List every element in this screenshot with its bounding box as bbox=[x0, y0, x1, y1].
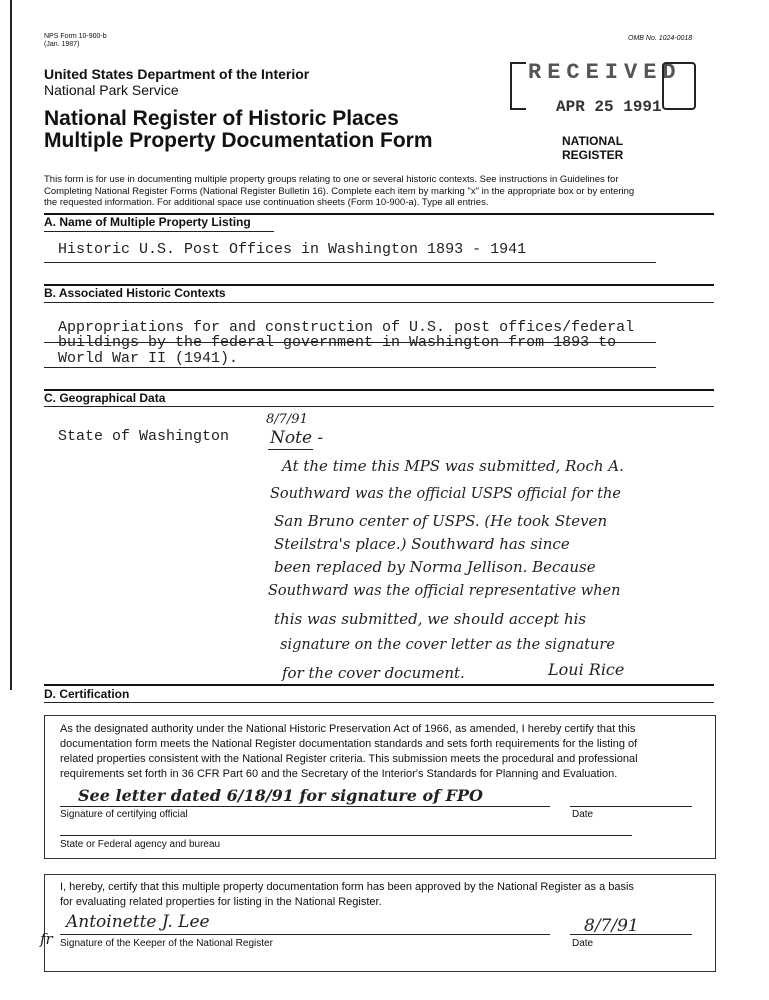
form-date: (Jan. 1987) bbox=[44, 41, 80, 48]
date-line bbox=[570, 806, 692, 807]
section-a-field-line bbox=[44, 262, 656, 263]
property-listing-name: Historic U.S. Post Offices in Washington 1893 - 1941 bbox=[58, 241, 527, 258]
certification-line-1: As the designated authority under the National Historic Preservation Act of 1966, as amended, I hereby certify that this bbox=[60, 723, 636, 735]
instructions-line-1: This form is for use in documenting multiple property groups relating to one or several historic contexts. See instructions in Guidelines for bbox=[44, 174, 619, 185]
geographical-data-value: State of Washington bbox=[58, 428, 230, 445]
note-line-5: been replaced by Norma Jellison. Because bbox=[274, 558, 596, 576]
certifying-official-signature: See letter dated 6/18/91 for signature of FPO bbox=[78, 786, 483, 805]
approval-line-2: for evaluating related properties for listing in the National Register. bbox=[60, 896, 382, 908]
section-b-field-line-2 bbox=[44, 367, 656, 368]
stamp-national: NATIONAL bbox=[562, 134, 624, 148]
section-d-rule bbox=[44, 684, 714, 686]
agency-line bbox=[60, 835, 632, 836]
certification-line-2: documentation form meets the National Register documentation standards and sets forth requirements for the listing of bbox=[60, 738, 638, 750]
certification-line-3: related properties consistent with the National Register criteria. This submission meets the procedural and professional bbox=[60, 753, 638, 765]
note-line-6: Southward was the official representative when bbox=[268, 583, 621, 599]
note-initials: Loui Rice bbox=[548, 660, 625, 679]
note-line-9: for the cover document. bbox=[282, 664, 465, 682]
instructions-line-2: Completing National Register Forms (National Register Bulletin 16). Complete each item by marking "x" in the appropriate box or by entering bbox=[44, 185, 635, 197]
omb-number: OMB No. 1024-0018 bbox=[628, 35, 693, 42]
section-c-heading: C. Geographical Data bbox=[44, 391, 166, 405]
stamp-received-text: RECEIVED bbox=[528, 60, 682, 85]
note-line-3: San Bruno center of USPS. (He took Steven bbox=[274, 512, 608, 530]
approval-text bbox=[60, 880, 710, 910]
form-number: NPS Form 10-900-b bbox=[44, 33, 107, 40]
stamp-register: REGISTER bbox=[562, 148, 624, 162]
keeper-signature-line bbox=[60, 934, 550, 935]
historic-context-line-1: Appropriations for and construction of U.S. post offices/federal bbox=[58, 319, 635, 336]
historic-context-line-3: World War II (1941). bbox=[58, 350, 239, 367]
department-name: United States Department of the Interior bbox=[44, 66, 310, 82]
certification-line-4: requirements set forth in 36 CFR Part 60 and the Secretary of the Interior's Standards for Planning and Evaluation. bbox=[60, 768, 618, 780]
note-line-4: Steilstra's place.) Southward has since bbox=[274, 535, 570, 553]
signature-label: Signature of certifying official bbox=[60, 809, 188, 820]
section-b-heading: B. Associated Historic Contexts bbox=[44, 286, 226, 300]
scan-edge bbox=[10, 0, 12, 690]
agency-label: State or Federal agency and bureau bbox=[60, 839, 221, 850]
stamp-bracket-left bbox=[510, 62, 526, 110]
stamp-d-box bbox=[662, 62, 696, 110]
section-d-heading: D. Certification bbox=[44, 687, 130, 701]
note-date: 8/7/91 bbox=[266, 412, 308, 427]
instructions bbox=[44, 174, 744, 209]
note-label-underline bbox=[268, 449, 313, 450]
section-b-heading-underline bbox=[44, 302, 714, 303]
keeper-date: 8/7/91 bbox=[584, 916, 639, 936]
keeper-signature: Antoinette J. Lee bbox=[66, 912, 210, 932]
form-title-line1: National Register of Historic Places bbox=[44, 107, 399, 130]
note-line-8: signature on the cover letter as the signature bbox=[280, 637, 615, 653]
keeper-signature-prefix: fr bbox=[40, 930, 53, 948]
date-label: Date bbox=[572, 809, 594, 820]
note-line-1: At the time this MPS was submitted, Roch A. bbox=[282, 457, 624, 475]
approval-line-1: I, hereby, certify that this multiple property documentation form has been approved by the National Register as a basis bbox=[60, 881, 634, 893]
historic-context-line-2: buildings by the federal government in Washington from 1893 to bbox=[58, 334, 617, 351]
note-label: Note - bbox=[270, 428, 324, 448]
section-a-heading-underline bbox=[44, 231, 274, 232]
stamp-date: APR 25 1991 bbox=[556, 98, 662, 116]
section-d-heading-underline bbox=[44, 702, 714, 703]
keeper-date-label: Date bbox=[572, 938, 594, 949]
keeper-date-line bbox=[570, 934, 692, 935]
section-b-field-line-1 bbox=[44, 342, 656, 343]
section-a-heading: A. Name of Multiple Property Listing bbox=[44, 215, 251, 229]
form-title-line2: Multiple Property Documentation Form bbox=[44, 129, 433, 152]
signature-line bbox=[60, 806, 550, 807]
section-c-heading-underline bbox=[44, 406, 714, 407]
note-line-7: this was submitted, we should accept his bbox=[274, 610, 587, 628]
service-name: National Park Service bbox=[44, 82, 179, 98]
note-line-2: Southward was the official USPS official for the bbox=[270, 486, 621, 502]
certification-text bbox=[60, 722, 710, 782]
keeper-signature-label: Signature of the Keeper of the National Register bbox=[60, 938, 273, 949]
instructions-line-3: the requested information. For additional space use continuation sheets (Form 10-900-a). Type all entries. bbox=[44, 197, 489, 208]
